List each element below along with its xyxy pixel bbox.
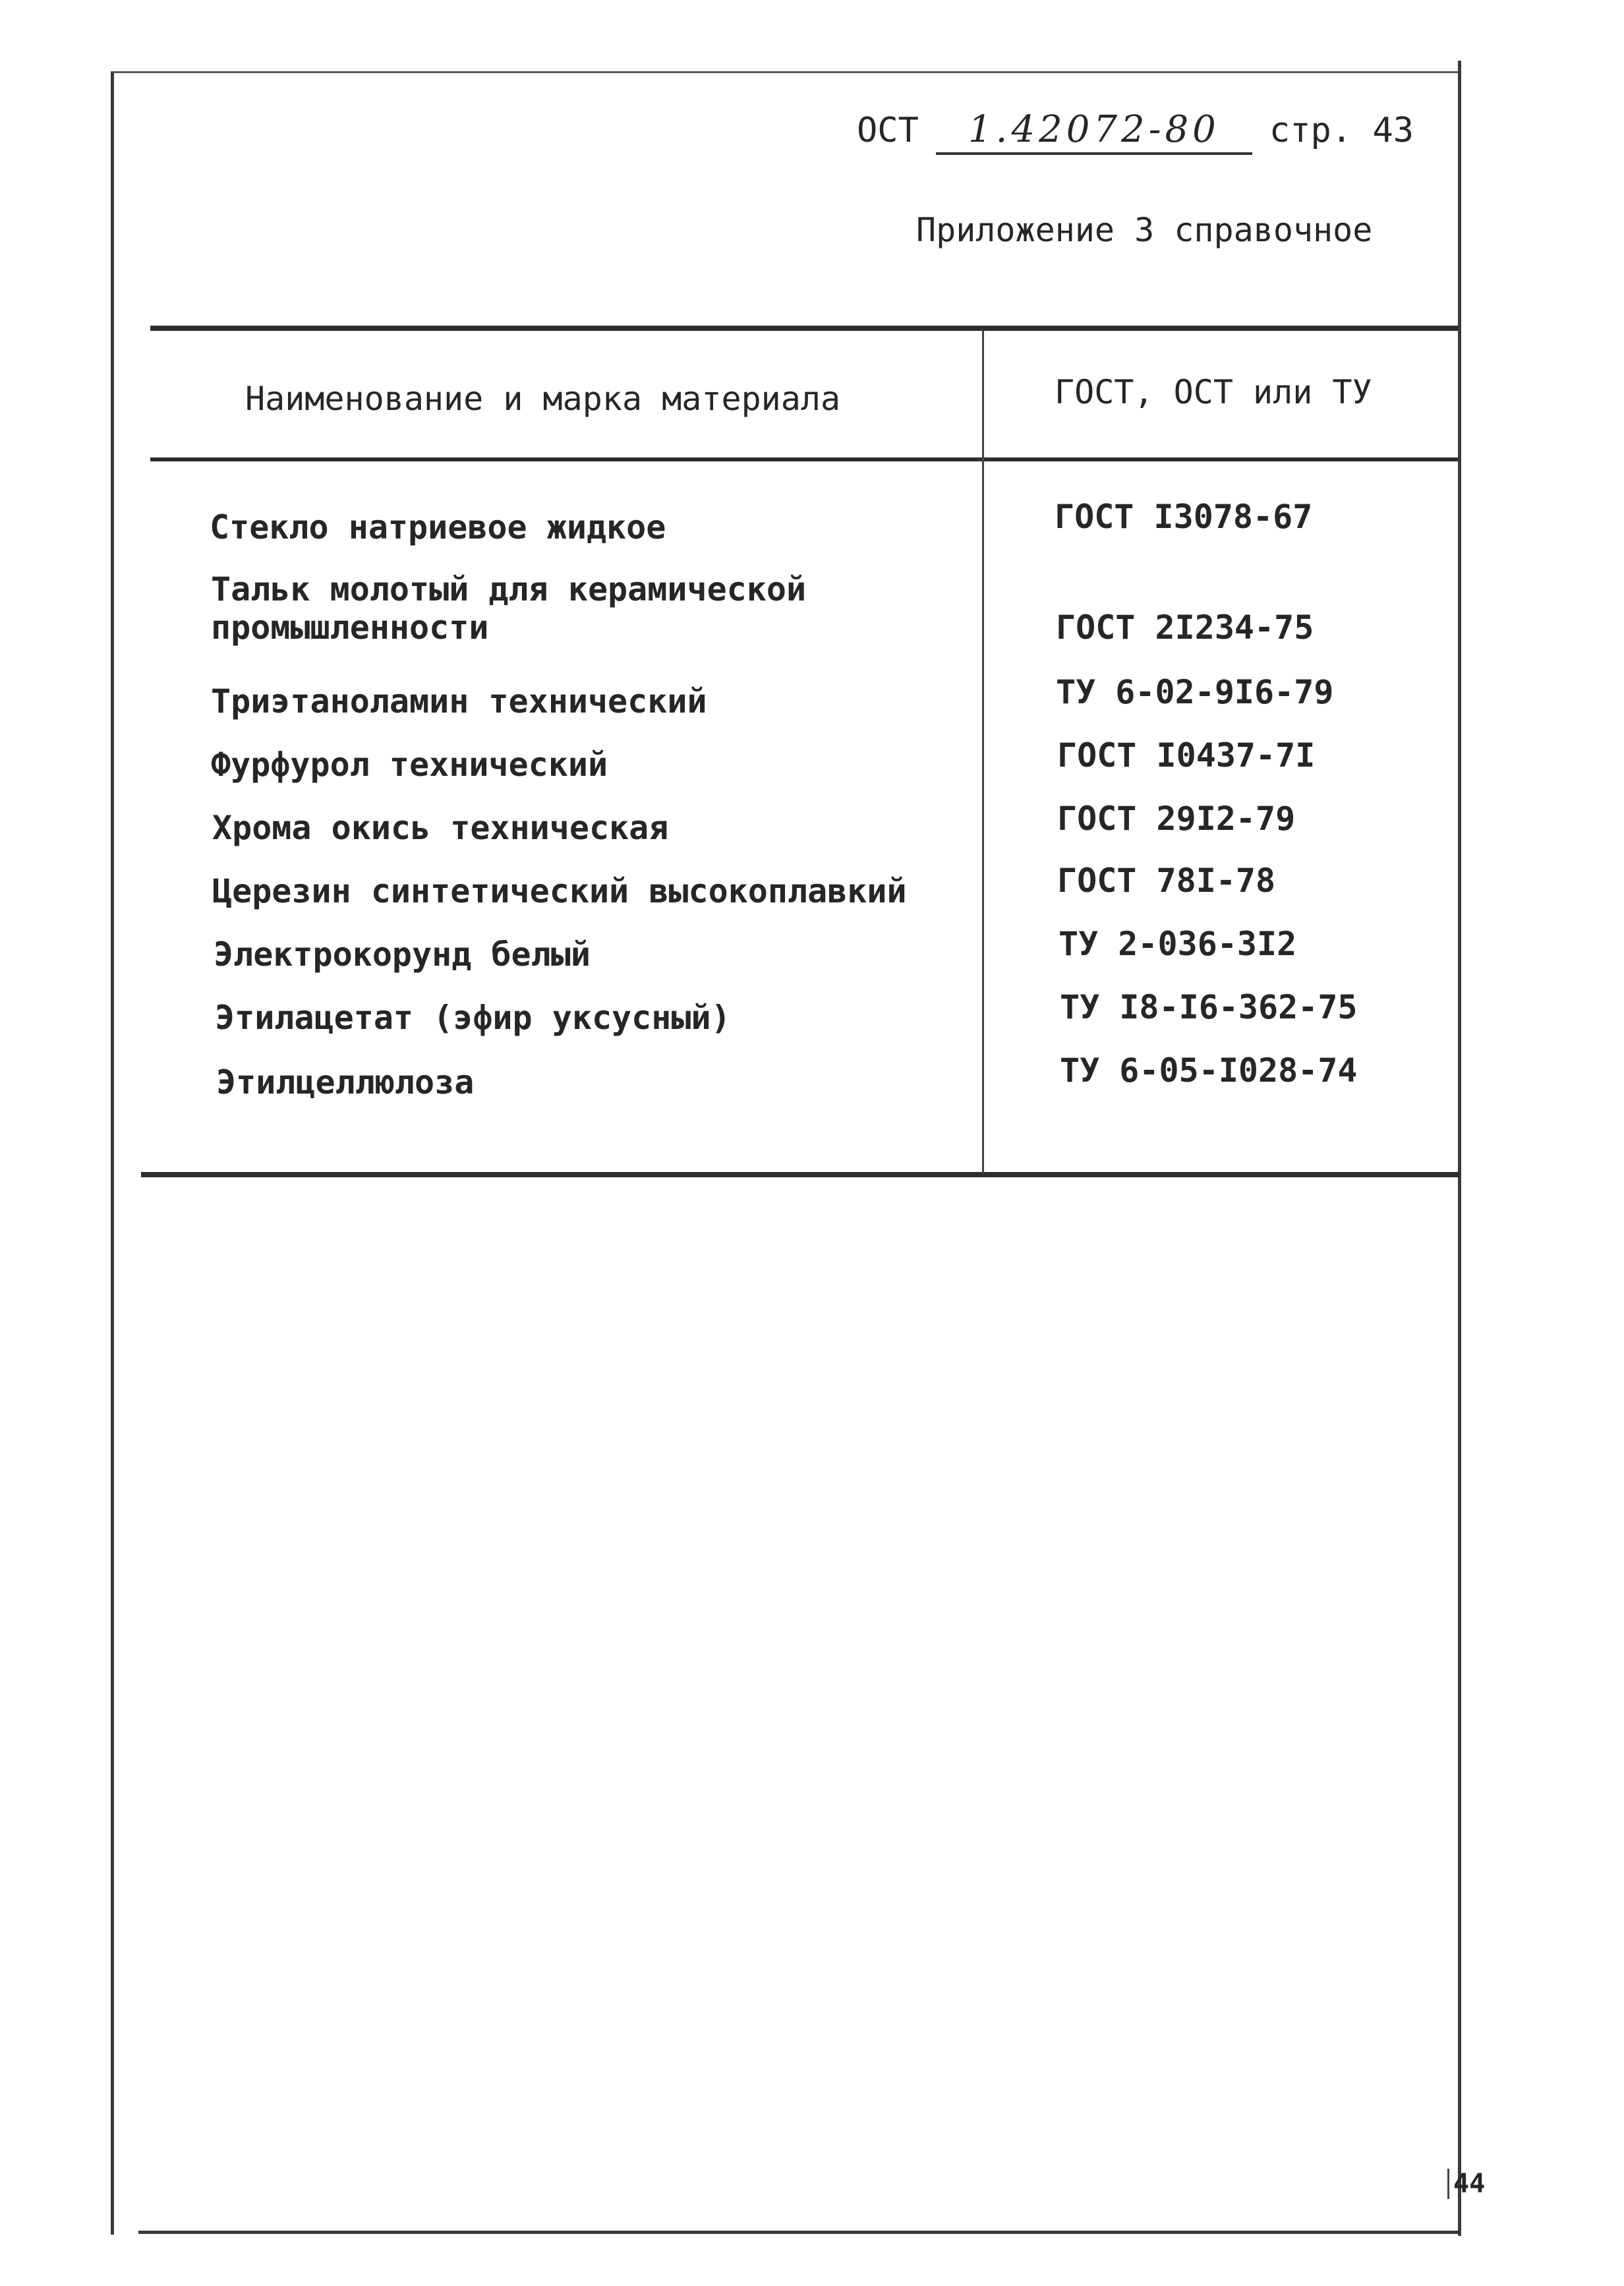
page-frame-left: [111, 73, 114, 2235]
table-row-standard: ГОСТ 2I234-75: [1056, 608, 1314, 647]
table-row-standard: ТУ 6-05-I028-74: [1060, 1051, 1358, 1090]
page-label: стр. 43: [1269, 111, 1414, 150]
page-frame-bottom: [138, 2231, 1461, 2234]
table-row-standard: ГОСТ I3078-67: [1055, 498, 1313, 536]
page-frame-right: [1458, 61, 1461, 2236]
table-row-standard: ТУ 2-036-3I2: [1058, 925, 1297, 963]
table-row-standard: ТУ 6-02-9I6-79: [1056, 673, 1334, 711]
table-row-material: Стекло натриевое жидкое: [210, 508, 666, 546]
table-row-material: Хрома окись техническая: [212, 809, 669, 847]
column-header-standard: ГОСТ, ОСТ или ТУ: [1055, 373, 1372, 411]
table-row-material: Фурфурол технический: [211, 746, 608, 784]
appendix-title: Приложение 3 справочное: [916, 211, 1373, 249]
doc-number: 1.42072-80: [936, 111, 1252, 155]
table-header-rule: [150, 457, 1458, 461]
document-code: [857, 108, 1414, 155]
table-row-standard: ТУ I8-I6-362-75: [1060, 988, 1358, 1026]
sheet-number: 44: [1447, 2169, 1485, 2199]
table-row-standard: ГОСТ 78I-78: [1057, 862, 1276, 900]
table-row-material: Церезин синтетический высокоплавкий: [212, 872, 907, 910]
table-row-standard: ГОСТ 29I2-79: [1057, 800, 1296, 838]
table-row-material: Тальк молотый для керамической промышленности: [211, 570, 807, 647]
table-top-rule: [150, 326, 1458, 331]
table-row-material: Этилацетат (эфир уксусный): [215, 999, 731, 1037]
column-header-material: Наименование и марка материала: [245, 380, 841, 418]
table-row-material: Электрокорунд белый: [214, 935, 591, 974]
table-row-material: Триэтаноламин технический: [211, 682, 707, 720]
table-bottom-rule: [141, 1172, 1459, 1177]
page-frame-top: [111, 71, 1461, 73]
table-column-divider: [982, 331, 984, 1173]
doc-prefix: ОСТ: [857, 111, 919, 150]
table-row-material: Этилцеллюлоза: [216, 1063, 475, 1101]
table-row-standard: ГОСТ I0437-7I: [1057, 736, 1316, 775]
